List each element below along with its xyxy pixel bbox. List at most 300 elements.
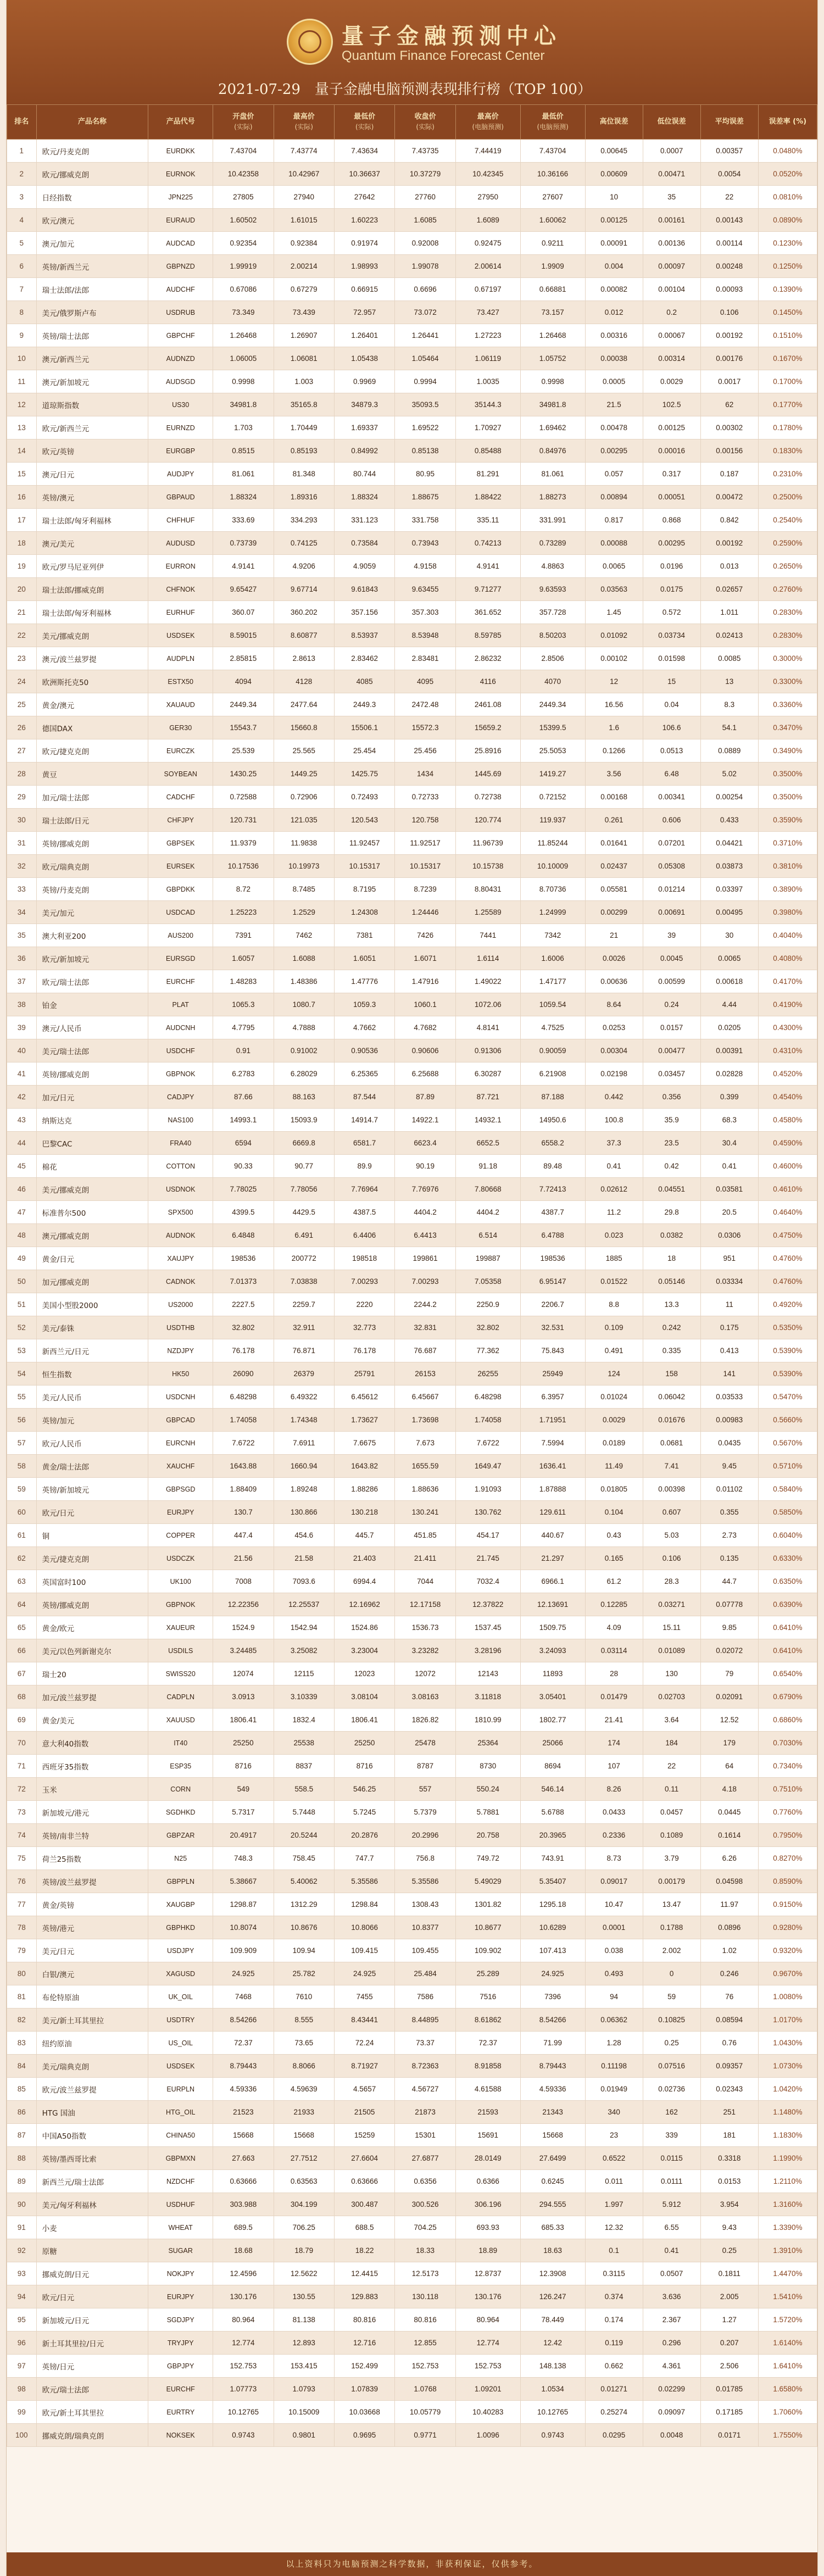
close-actual-cell: 0.6696 [395,278,455,301]
high-error-cell: 0.06362 [585,2008,643,2032]
avg-error-cell: 0.0153 [700,2170,758,2193]
high-actual-cell: 304.199 [274,2193,334,2216]
close-actual-cell: 0.9771 [395,2424,455,2447]
high-error-cell: 0.104 [585,1501,643,1524]
product-name-cell: 黄金/瑞士法郎 [36,1455,148,1478]
open-actual-cell: 2.85815 [213,647,274,670]
close-actual-cell: 76.687 [395,1339,455,1362]
rank-cell: 7 [7,278,37,301]
rank-cell: 33 [7,878,37,901]
high-actual-cell: 76.871 [274,1339,334,1362]
high-actual-cell: 26379 [274,1362,334,1386]
product-code-cell: USDJPY [148,1939,213,1962]
low-error-cell: 0.04551 [643,1178,700,1201]
high-actual-cell: 21933 [274,2101,334,2124]
open-actual-cell: 0.67086 [213,278,274,301]
close-actual-cell: 80.816 [395,2308,455,2332]
avg-error-cell: 0.08594 [700,2008,758,2032]
high-actual-cell: 2.8613 [274,647,334,670]
low-forecast-cell: 743.91 [520,1847,585,1870]
high-error-cell: 0.0253 [585,1016,643,1039]
rank-cell: 100 [7,2424,37,2447]
avg-error-cell: 141 [700,1362,758,1386]
avg-error-cell: 0.00114 [700,232,758,255]
error-rate-cell: 0.2830% [758,601,817,624]
close-actual-cell: 5.7379 [395,1801,455,1824]
open-actual-cell: 1.06005 [213,347,274,370]
open-actual-cell: 8.54266 [213,2008,274,2032]
product-name-cell: 瑞士法郎/匈牙利福林 [36,509,148,532]
high-actual-cell: 1080.7 [274,993,334,1016]
low-forecast-cell: 4.8863 [520,555,585,578]
high-forecast-cell: 21.745 [455,1547,520,1570]
low-actual-cell: 6994.4 [334,1570,394,1593]
product-name-cell: 新土耳其里拉/日元 [36,2332,148,2355]
product-code-cell: USDSEK [148,2055,213,2078]
error-rate-cell: 0.3710% [758,832,817,855]
product-name-cell: 挪威克朗/瑞典克朗 [36,2424,148,2447]
low-actual-cell: 5.7245 [334,1801,394,1824]
low-actual-cell: 11.92457 [334,832,394,855]
low-actual-cell: 1806.41 [334,1709,394,1732]
product-name-cell: 纽约原油 [36,2032,148,2055]
low-actual-cell: 0.90536 [334,1039,394,1062]
avg-error-cell: 68.3 [700,1109,758,1132]
low-actual-cell: 10.36637 [334,163,394,186]
low-forecast-cell: 1.05752 [520,347,585,370]
low-actual-cell: 0.72493 [334,786,394,809]
avg-error-cell: 8.3 [700,693,758,716]
low-error-cell: 0.02736 [643,2078,700,2101]
low-actual-cell: 18.22 [334,2239,394,2262]
high-actual-cell: 3.25082 [274,1639,334,1662]
avg-error-cell: 0.0445 [700,1801,758,1824]
report-header [7,0,817,104]
product-code-cell: GBPSGD [148,1478,213,1501]
error-rate-cell: 0.8590% [758,1870,817,1893]
low-actual-cell: 14914.7 [334,1109,394,1132]
table-row [7,1478,817,1501]
rank-cell: 48 [7,1224,37,1247]
low-actual-cell: 747.7 [334,1847,394,1870]
error-rate-cell: 0.1230% [758,232,817,255]
open-actual-cell: 152.753 [213,2355,274,2378]
error-rate-cell: 0.4540% [758,1086,817,1109]
close-actual-cell: 7586 [395,1985,455,2008]
rank-cell: 35 [7,924,37,947]
low-actual-cell: 1.88324 [334,486,394,509]
rank-cell: 80 [7,1962,37,1985]
low-actual-cell: 0.73584 [334,532,394,555]
error-rate-cell: 0.5670% [758,1432,817,1455]
product-name-cell: 欧洲斯托克50 [36,670,148,693]
product-code-cell: NZDCHF [148,2170,213,2193]
product-name-cell: 美元/以色列新谢克尔 [36,1639,148,1662]
close-actual-cell: 1434 [395,763,455,786]
table-row [7,739,817,763]
high-error-cell: 11.49 [585,1455,643,1478]
avg-error-cell: 0.07778 [700,1593,758,1616]
high-actual-cell: 1449.25 [274,763,334,786]
high-actual-cell: 21.58 [274,1547,334,1570]
rank-cell: 87 [7,2124,37,2147]
column-header-label: 最高价 [477,113,499,121]
report-date: 2021-07-29 [218,81,300,98]
open-actual-cell: 748.3 [213,1847,274,1870]
low-forecast-cell: 0.9998 [520,370,585,393]
high-forecast-cell: 27950 [455,186,520,209]
high-actual-cell: 706.25 [274,2216,334,2239]
open-actual-cell: 7391 [213,924,274,947]
low-actual-cell: 1059.3 [334,993,394,1016]
error-rate-cell: 0.2650% [758,555,817,578]
low-error-cell: 0.07201 [643,832,700,855]
close-actual-cell: 1.69522 [395,416,455,439]
high-error-cell: 8.8 [585,1293,643,1316]
avg-error-cell: 79 [700,1662,758,1685]
open-actual-cell: 1.99919 [213,255,274,278]
high-error-cell: 0.02198 [585,1062,643,1086]
column-header-sublabel: (电脑预测) [537,123,569,131]
error-rate-cell: 0.5470% [758,1386,817,1409]
close-actual-cell: 2244.2 [395,1293,455,1316]
rank-cell: 37 [7,970,37,993]
table-row [7,832,817,855]
high-error-cell: 0.0001 [585,1916,643,1939]
error-rate-cell: 0.2590% [758,532,817,555]
high-actual-cell: 27.7512 [274,2147,334,2170]
table-row [7,255,817,278]
high-actual-cell: 32.911 [274,1316,334,1339]
product-code-cell: EURDKK [148,140,213,163]
table-row [7,416,817,439]
high-actual-cell: 15660.8 [274,716,334,739]
close-actual-cell: 1.47916 [395,970,455,993]
close-actual-cell: 1536.73 [395,1616,455,1639]
brand-name-en: Quantum Finance Forecast Center [342,48,545,63]
product-code-cell: AUDCHF [148,278,213,301]
low-forecast-cell: 3.24093 [520,1639,585,1662]
error-rate-cell: 1.3160% [758,2193,817,2216]
product-code-cell: ESTX50 [148,670,213,693]
open-actual-cell: 1.26468 [213,324,274,347]
open-actual-cell: 360.07 [213,601,274,624]
table-row [7,532,817,555]
open-actual-cell: 6.4848 [213,1224,274,1247]
high-actual-cell: 81.348 [274,463,334,486]
low-error-cell: 0.572 [643,601,700,624]
product-name-cell: 黄金/欧元 [36,1616,148,1639]
rank-cell: 84 [7,2055,37,2078]
low-error-cell: 4.361 [643,2355,700,2378]
high-error-cell: 0.2336 [585,1824,643,1847]
close-actual-cell: 6623.4 [395,1132,455,1155]
high-error-cell: 0.01092 [585,624,643,647]
open-actual-cell: 15543.7 [213,716,274,739]
rank-cell: 82 [7,2008,37,2032]
low-error-cell: 0.00136 [643,232,700,255]
high-error-cell: 0.493 [585,1962,643,1985]
product-code-cell: CADNOK [148,1270,213,1293]
close-actual-cell: 12.855 [395,2332,455,2355]
high-error-cell: 0.00102 [585,647,643,670]
low-error-cell: 0.2 [643,301,700,324]
avg-error-cell: 0.00176 [700,347,758,370]
low-actual-cell: 8716 [334,1755,394,1778]
high-error-cell: 0.261 [585,809,643,832]
high-error-cell: 0.25274 [585,2401,643,2424]
low-error-cell: 0.01089 [643,1639,700,1662]
low-error-cell: 0.00097 [643,255,700,278]
rank-cell: 14 [7,439,37,463]
open-actual-cell: 109.909 [213,1939,274,1962]
low-actual-cell: 2449.3 [334,693,394,716]
product-name-cell: 美元/加元 [36,901,148,924]
product-code-cell: AUDCAD [148,232,213,255]
close-actual-cell: 109.455 [395,1939,455,1962]
open-actual-cell: 0.72588 [213,786,274,809]
high-actual-cell: 18.79 [274,2239,334,2262]
high-actual-cell: 10.15009 [274,2401,334,2424]
column-header-label: 排名 [14,118,29,126]
low-forecast-cell: 15668 [520,2124,585,2147]
product-code-cell: SPX500 [148,1201,213,1224]
avg-error-cell: 0.00156 [700,439,758,463]
high-forecast-cell: 361.652 [455,601,520,624]
product-code-cell: CHFHUF [148,509,213,532]
low-forecast-cell: 11893 [520,1662,585,1685]
product-name-cell: 澳元/加元 [36,232,148,255]
table-row [7,2401,817,2424]
product-code-cell: EURCZK [148,739,213,763]
product-name-cell: 新西兰元/日元 [36,1339,148,1362]
table-row [7,2424,817,2447]
low-actual-cell: 3.08104 [334,1685,394,1709]
rank-cell: 8 [7,301,37,324]
rank-cell: 72 [7,1778,37,1801]
avg-error-cell: 2.506 [700,2355,758,2378]
error-rate-cell: 1.2110% [758,2170,817,2193]
table-row [7,1501,817,1524]
product-name-cell: 澳大利亚200 [36,924,148,947]
high-forecast-cell: 1.91093 [455,1478,520,1501]
high-error-cell: 0.00894 [585,486,643,509]
high-error-cell: 0.01024 [585,1386,643,1409]
rank-cell: 28 [7,763,37,786]
table-row [7,1109,817,1132]
rank-cell: 91 [7,2216,37,2239]
high-forecast-cell: 120.774 [455,809,520,832]
open-actual-cell: 1065.3 [213,993,274,1016]
product-code-cell: USDTHB [148,1316,213,1339]
avg-error-cell: 44.7 [700,1570,758,1593]
high-actual-cell: 7.43774 [274,140,334,163]
rank-cell: 43 [7,1109,37,1132]
close-actual-cell: 0.92008 [395,232,455,255]
low-forecast-cell: 4.59336 [520,2078,585,2101]
product-name-cell: 英镑/挪威克朗 [36,832,148,855]
rank-cell: 55 [7,1386,37,1409]
open-actual-cell: 4399.5 [213,1201,274,1224]
low-actual-cell: 7.43634 [334,140,394,163]
open-actual-cell: 303.988 [213,2193,274,2216]
table-row [7,1893,817,1916]
table-row [7,1985,817,2008]
high-actual-cell: 10.42967 [274,163,334,186]
close-actual-cell: 7.00293 [395,1270,455,1293]
high-error-cell: 0.01641 [585,832,643,855]
table-row [7,670,817,693]
low-actual-cell: 300.487 [334,2193,394,2216]
high-error-cell: 61.2 [585,1570,643,1593]
high-error-cell: 0.05581 [585,878,643,901]
low-error-cell: 0.0029 [643,370,700,393]
close-actual-cell: 73.37 [395,2032,455,2055]
product-name-cell: 欧元/挪威克朗 [36,163,148,186]
low-error-cell: 0.00016 [643,439,700,463]
high-forecast-cell: 550.24 [455,1778,520,1801]
product-name-cell: 欧元/新土耳其里拉 [36,2401,148,2424]
low-actual-cell: 12.716 [334,2332,394,2355]
close-actual-cell: 10.15317 [395,855,455,878]
low-error-cell: 0.00067 [643,324,700,347]
product-code-cell: AUDNOK [148,1224,213,1247]
product-name-cell: 欧元/新西兰元 [36,416,148,439]
high-error-cell: 0.01949 [585,2078,643,2101]
high-error-cell: 0.00304 [585,1039,643,1062]
product-code-cell: CADCHF [148,786,213,809]
high-error-cell: 10 [585,186,643,209]
low-forecast-cell: 1419.27 [520,763,585,786]
product-code-cell: NZDJPY [148,1339,213,1362]
high-actual-cell: 1.6088 [274,947,334,970]
high-error-cell: 174 [585,1732,643,1755]
high-actual-cell: 25538 [274,1732,334,1755]
high-error-cell: 0.662 [585,2355,643,2378]
low-error-cell: 5.912 [643,2193,700,2216]
product-code-cell: GBPCAD [148,1409,213,1432]
open-actual-cell: 7008 [213,1570,274,1593]
close-actual-cell: 1.05464 [395,347,455,370]
low-error-cell: 5.03 [643,1524,700,1547]
error-rate-cell: 1.7060% [758,2401,817,2424]
avg-error-cell: 0.1811 [700,2262,758,2285]
table-row [7,716,817,739]
error-rate-cell: 0.1450% [758,301,817,324]
product-name-cell: 铂金 [36,993,148,1016]
product-name-cell: 英镑/新加坡元 [36,1478,148,1501]
low-error-cell: 0.10825 [643,2008,700,2032]
table-row [7,786,817,809]
low-forecast-cell: 357.728 [520,601,585,624]
product-code-cell: EURSEK [148,855,213,878]
high-actual-cell: 0.74125 [274,532,334,555]
high-forecast-cell: 7032.4 [455,1570,520,1593]
low-actual-cell: 8.71927 [334,2055,394,2078]
low-forecast-cell: 1636.41 [520,1455,585,1478]
high-actual-cell: 2.00214 [274,255,334,278]
product-code-cell: NOKSEK [148,2424,213,2447]
open-actual-cell: 3.0913 [213,1685,274,1709]
low-forecast-cell: 0.6245 [520,2170,585,2193]
low-actual-cell: 27642 [334,186,394,209]
rank-cell: 11 [7,370,37,393]
column-header [585,105,643,140]
high-forecast-cell: 199887 [455,1247,520,1270]
product-name-cell: 欧元/丹麦克朗 [36,140,148,163]
table-row [7,2355,817,2378]
column-header-label: 开盘价 [232,113,254,121]
low-forecast-cell: 25949 [520,1362,585,1386]
rank-cell: 58 [7,1455,37,1478]
low-forecast-cell: 148.138 [520,2355,585,2378]
rank-cell: 24 [7,670,37,693]
close-actual-cell: 35093.5 [395,393,455,416]
product-code-cell: AUDPLN [148,647,213,670]
product-name-cell: 日经指数 [36,186,148,209]
product-name-cell: 澳元/新加坡元 [36,370,148,393]
low-error-cell: 0.04 [643,693,700,716]
high-actual-cell: 1542.94 [274,1616,334,1639]
avg-error-cell: 76 [700,1985,758,2008]
table-row [7,1316,817,1339]
low-error-cell: 0.00341 [643,786,700,809]
low-forecast-cell: 7.43704 [520,140,585,163]
low-forecast-cell: 546.14 [520,1778,585,1801]
high-actual-cell: 12.5622 [274,2262,334,2285]
high-error-cell: 10.47 [585,1893,643,1916]
product-code-cell: NOKJPY [148,2262,213,2285]
low-actual-cell: 1.6051 [334,947,394,970]
product-name-cell: 瑞士20 [36,1662,148,1685]
low-actual-cell: 0.9695 [334,2424,394,2447]
low-forecast-cell: 25066 [520,1732,585,1755]
error-rate-cell: 0.7510% [758,1778,817,1801]
table-row [7,324,817,347]
low-forecast-cell: 78.449 [520,2308,585,2332]
table-row [7,970,817,993]
high-actual-cell: 1.89316 [274,486,334,509]
product-name-cell: 英镑/挪威克朗 [36,1593,148,1616]
avg-error-cell: 0.04598 [700,1870,758,1893]
high-error-cell: 37.3 [585,1132,643,1155]
high-forecast-cell: 26255 [455,1362,520,1386]
rank-cell: 86 [7,2101,37,2124]
avg-error-cell: 0.01785 [700,2378,758,2401]
avg-error-cell: 0.135 [700,1547,758,1570]
low-actual-cell: 331.123 [334,509,394,532]
close-actual-cell: 87.89 [395,1086,455,1109]
low-actual-cell: 2220 [334,1293,394,1316]
close-actual-cell: 7.673 [395,1432,455,1455]
close-actual-cell: 10.37279 [395,163,455,186]
low-forecast-cell: 1.0534 [520,2378,585,2401]
table-row [7,809,817,832]
avg-error-cell: 0.00618 [700,970,758,993]
open-actual-cell: 4094 [213,670,274,693]
low-actual-cell: 8.43441 [334,2008,394,2032]
low-error-cell: 0.607 [643,1501,700,1524]
high-actual-cell: 8.60877 [274,624,334,647]
table-row [7,1339,817,1362]
avg-error-cell: 0.175 [700,1316,758,1339]
table-row [7,993,817,1016]
high-error-cell: 1.45 [585,601,643,624]
low-error-cell: 0.0048 [643,2424,700,2447]
low-actual-cell: 130.218 [334,1501,394,1524]
low-actual-cell: 10.8066 [334,1916,394,1939]
low-actual-cell: 4085 [334,670,394,693]
